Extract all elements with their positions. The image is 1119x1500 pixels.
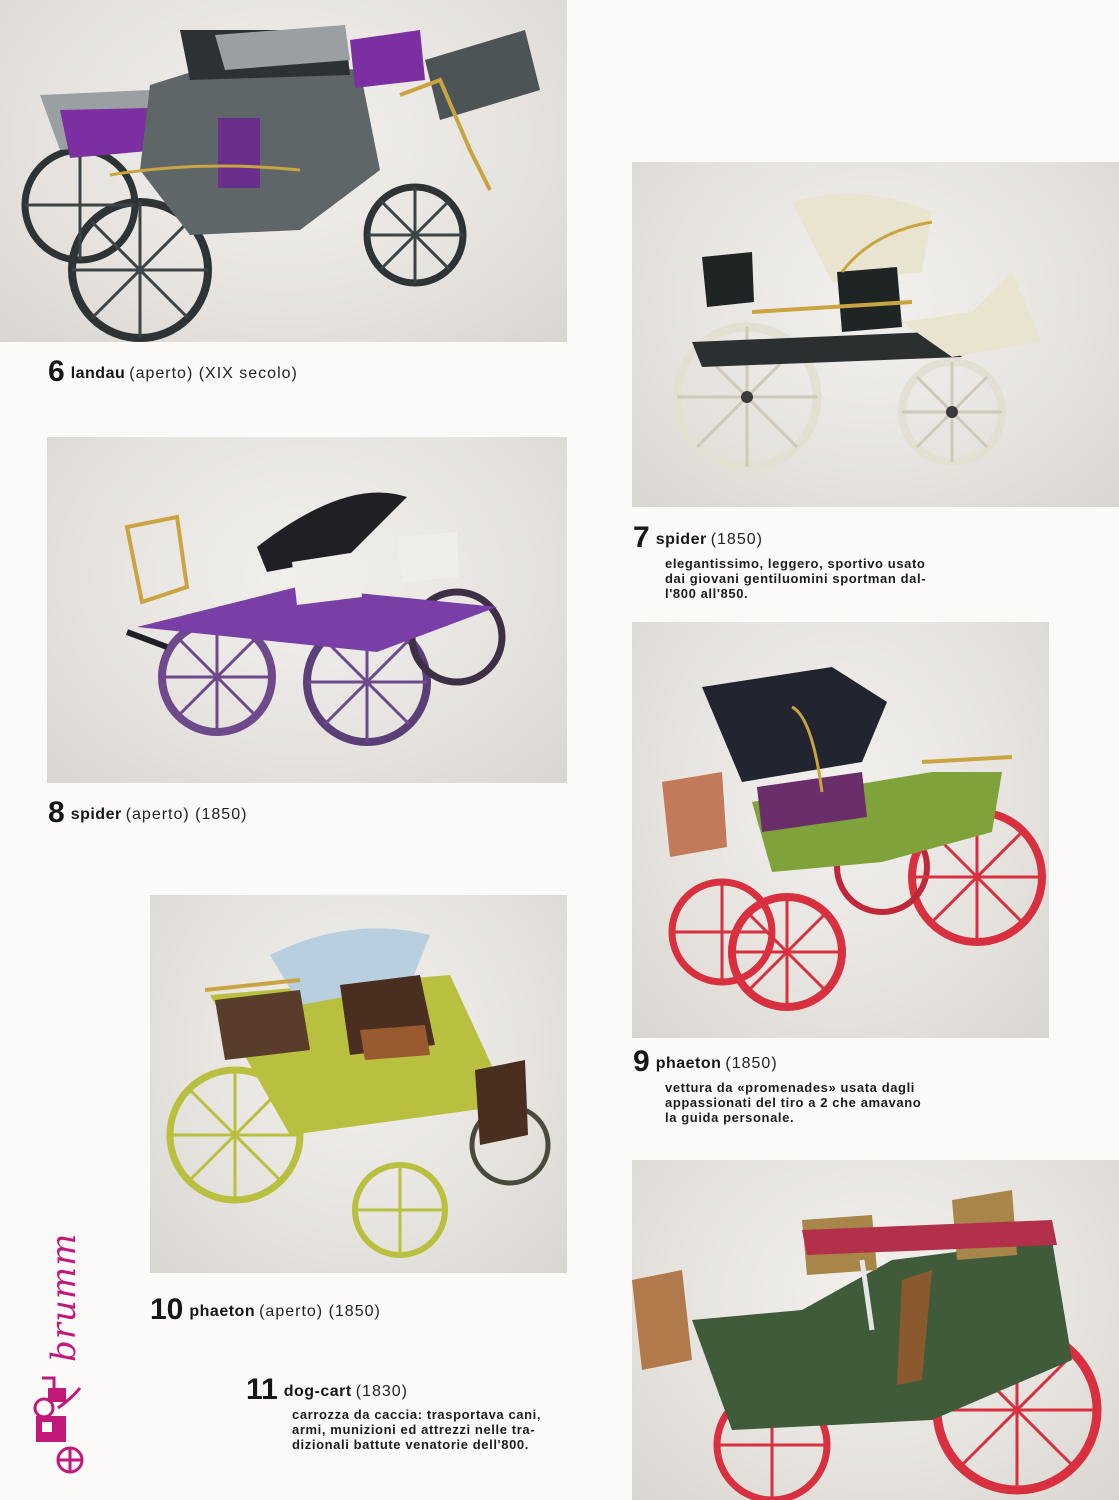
description-line: carrozza da caccia: trasportava cani, [292, 1407, 542, 1422]
item-number: 10 [150, 1293, 184, 1326]
description-line: elegantissimo, leggero, sportivo usato [665, 556, 926, 571]
item-name: phaeton [655, 1055, 722, 1072]
phaeton-carriage-illustration [632, 622, 1049, 1038]
item-details: (1850) [725, 1055, 778, 1072]
item-details: (aperto) (XIX secolo) [129, 365, 298, 382]
photo-landau [0, 0, 567, 342]
item-details: (1850) [710, 531, 763, 548]
spider-carriage-illustration [632, 162, 1119, 507]
photo-phaeton-10 [150, 895, 567, 1273]
description-item-9 [665, 1080, 985, 1125]
description-line: dizionali battute venatorie dell'800. [292, 1437, 529, 1452]
description-line: vettura da «promenades» usata dagli [665, 1080, 916, 1095]
photo-dog-cart [632, 1160, 1119, 1500]
item-details: (aperto) (1850) [259, 1303, 381, 1320]
caption-item-10 [150, 1293, 381, 1327]
caption-item-8 [48, 796, 247, 830]
item-name: landau [70, 365, 126, 382]
description-line: l'800 all'850. [665, 586, 749, 601]
dog-cart-carriage-illustration [632, 1160, 1119, 1500]
brand-wordmark: brumm [44, 1232, 84, 1362]
photo-spider-7 [632, 162, 1119, 507]
photo-spider-8 [47, 437, 567, 783]
photo-phaeton-9 [632, 622, 1049, 1038]
caption-item-6 [48, 355, 298, 389]
item-details: (1830) [355, 1383, 408, 1400]
carriage-logo-icon [28, 1368, 88, 1478]
item-name: spider [70, 806, 122, 823]
item-number: 8 [48, 796, 65, 829]
item-name: dog-cart [283, 1383, 352, 1400]
item-details: (aperto) (1850) [125, 806, 248, 823]
caption-item-7 [633, 521, 763, 555]
item-name: spider [655, 531, 707, 548]
spider-open-carriage-illustration [47, 437, 567, 783]
description-item-11 [292, 1407, 610, 1452]
caption-item-11 [246, 1373, 408, 1407]
item-number: 7 [633, 521, 650, 554]
item-number: 6 [48, 355, 65, 388]
caption-item-9 [633, 1045, 778, 1079]
description-line: la guida personale. [665, 1110, 795, 1125]
item-name: phaeton [189, 1303, 256, 1320]
brand-logo [26, 1232, 86, 1480]
phaeton-open-carriage-illustration [150, 895, 567, 1273]
description-item-7 [665, 556, 983, 601]
item-number: 11 [246, 1373, 278, 1406]
description-line: armi, munizioni ed attrezzi nelle tra- [292, 1422, 536, 1437]
item-number: 9 [633, 1045, 650, 1078]
description-line: dai giovani gentiluomini sportman dal- [665, 571, 927, 586]
landau-carriage-illustration [0, 0, 567, 342]
description-line: appassionati del tiro a 2 che amavano [665, 1095, 922, 1110]
